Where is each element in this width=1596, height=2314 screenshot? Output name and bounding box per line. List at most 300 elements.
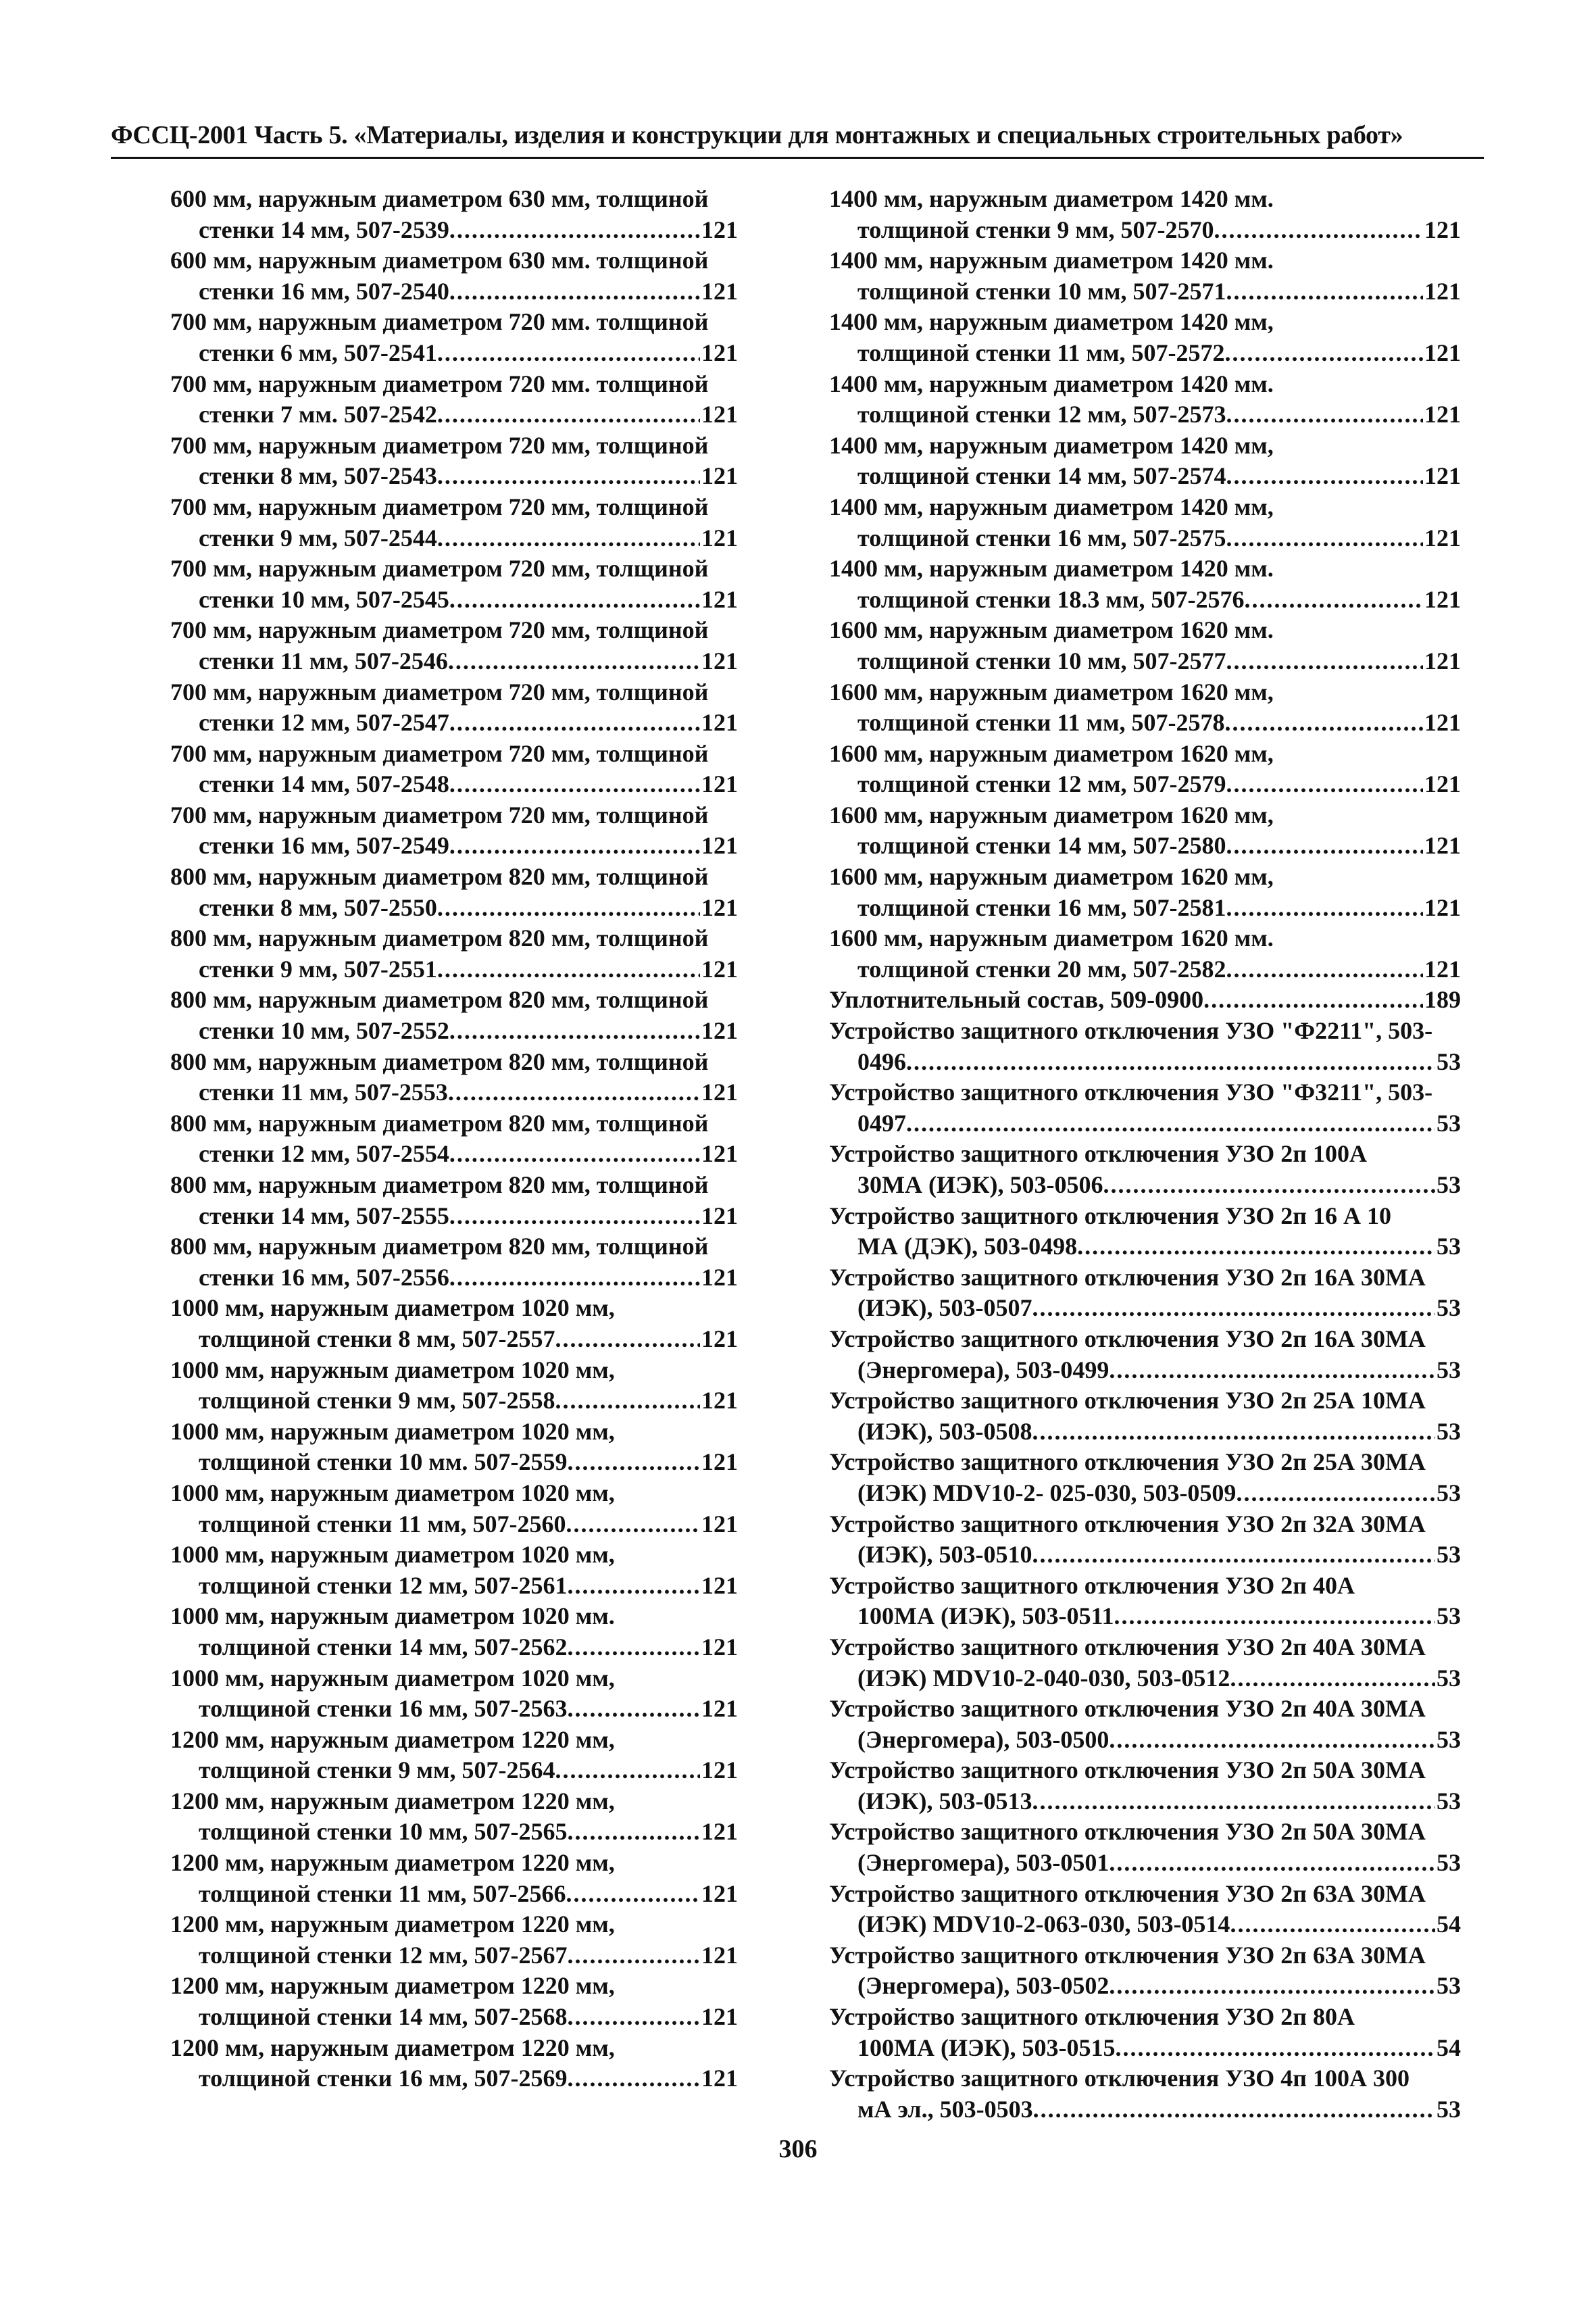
index-entry-page: 121 (701, 709, 738, 737)
index-entry-page: 53 (1437, 1849, 1461, 1877)
index-entry-line1: 1400 мм, наружным диаметром 1420 мм. (829, 247, 1274, 274)
index-entry-page: 121 (701, 1263, 738, 1291)
index-entry-line1: 600 мм, наружным диаметром 630 мм. толщиной (170, 247, 709, 274)
index-entry-text: толщиной стенки 12 мм, 507-2561 (199, 1571, 568, 1599)
index-entry-page: 53 (1437, 1972, 1461, 2000)
index-entry (829, 553, 1461, 615)
index-entry (829, 245, 1461, 307)
index-entry (829, 430, 1461, 492)
index-entry-line1: 1000 мм, наружным диаметром 1020 мм, (170, 1294, 615, 1322)
index-entry (829, 369, 1461, 430)
index-entry-line1: 700 мм, наружным диаметром 720 мм, толщиной (170, 431, 709, 459)
index-entry (829, 1940, 1461, 2002)
index-entry-page: 121 (701, 832, 738, 860)
index-entry-line2 (170, 1324, 738, 1355)
dot-leader (1226, 769, 1423, 800)
index-entry-line2 (829, 1601, 1461, 1632)
dot-leader (437, 461, 700, 492)
index-entry-line1: 1400 мм, наружным диаметром 1420 мм. (829, 555, 1274, 583)
index-entry-line1: 1200 мм, наружным диаметром 1220 мм, (170, 1787, 615, 1815)
dot-leader (449, 769, 700, 800)
index-entry-line1: 800 мм, наружным диаметром 820 мм, толщиной (170, 1109, 709, 1137)
dot-leader (437, 893, 700, 924)
index-entry-line1: 1600 мм, наружным диаметром 1620 мм. (829, 925, 1274, 952)
index-entry-page: 121 (701, 1756, 738, 1784)
index-entry (170, 1417, 738, 1478)
index-entry-text: толщиной стенки 12 мм, 507-2579 (857, 770, 1226, 798)
index-entry-text: толщиной стенки 9 мм, 507-2558 (199, 1387, 555, 1414)
index-entry-page: 121 (701, 401, 738, 428)
index-entry-line2 (829, 1355, 1461, 1386)
index-entry-text: стенки 14 мм, 507-2539 (199, 216, 449, 243)
index-entry-line1: Устройство защитного отключения УЗО 4п 100А 300 (829, 2065, 1410, 2092)
dot-leader (1109, 1725, 1435, 1756)
index-entry-line2 (829, 1417, 1461, 1448)
index-entry (829, 492, 1461, 553)
dot-leader (555, 1324, 700, 1355)
index-entry-page: 121 (701, 893, 738, 921)
index-entry-line1: 1000 мм, наружным диаметром 1020 мм, (170, 1479, 615, 1506)
index-entry (829, 1571, 1461, 1632)
index-entry-line1: Устройство защитного отключения УЗО 2п 63А 30МА (829, 1941, 1426, 1969)
index-entry (170, 1170, 738, 1231)
index-entry-page: 53 (1437, 1233, 1461, 1260)
dot-leader (1226, 276, 1423, 307)
index-entry-line1: Устройство защитного отключения УЗО 2п 100А (829, 1140, 1367, 1168)
index-entry-line2 (170, 1940, 738, 1971)
index-column-left (170, 184, 738, 2094)
index-entry-text: 0496 (857, 1048, 906, 1075)
dot-leader (1103, 1170, 1435, 1201)
dot-leader (566, 1509, 700, 1540)
dot-leader (567, 2002, 700, 2033)
index-entry-line1: 1000 мм, наружным диаметром 1020 мм, (170, 1417, 615, 1445)
index-entry-text: (ИЭК) MDV10-2-040-030, 503-0512 (857, 1664, 1230, 1692)
index-entry-line2 (829, 646, 1461, 677)
dot-leader (449, 1139, 700, 1170)
index-entry (829, 1201, 1461, 1262)
index-entry-page: 121 (701, 2003, 738, 2031)
dot-leader (1032, 1786, 1436, 1817)
index-entry-text: толщиной стенки 10 мм, 507-2571 (857, 277, 1226, 305)
index-entry-page: 121 (701, 955, 738, 983)
index-entry (829, 985, 1461, 1016)
index-entry-text: толщиной стенки 14 мм, 507-2574 (857, 462, 1226, 490)
index-entry-line1: 800 мм, наружным диаметром 820 мм, толщиной (170, 986, 709, 1014)
index-entry-line1: 1400 мм, наружным диаметром 1420 мм, (829, 308, 1274, 336)
index-entry-line1: Устройство защитного отключения УЗО 2п 25А 30МА (829, 1448, 1426, 1476)
index-entry-line2 (170, 1077, 738, 1108)
index-entry (829, 2063, 1461, 2125)
index-entry-line1: 700 мм, наружным диаметром 720 мм, толщиной (170, 739, 709, 767)
index-entry (170, 1601, 738, 1663)
index-entry-text: (ИЭК), 503-0510 (857, 1541, 1032, 1569)
index-entry-text: стенки 9 мм, 507-2544 (199, 524, 437, 551)
index-entry-line1: 700 мм, наружным диаметром 720 мм, толщиной (170, 616, 709, 644)
index-entry-line1: 1200 мм, наружным диаметром 1220 мм, (170, 2034, 615, 2061)
index-entry (829, 1755, 1461, 1817)
index-entry-text: (Энергомера), 503-0500 (857, 1725, 1109, 1753)
index-entry-text: толщиной стенки 14 мм, 507-2562 (199, 1633, 568, 1660)
index-entry-text: (ИЭК), 503-0513 (857, 1787, 1032, 1815)
index-entry-page: 121 (701, 1325, 738, 1352)
index-entry-text: толщиной стенки 16 мм, 507-2575 (857, 524, 1226, 551)
index-entry-text: толщиной стенки 8 мм, 507-2557 (199, 1325, 555, 1352)
index-entry-line1: Устройство защитного отключения УЗО "Ф2211", 503- (829, 1017, 1433, 1045)
index-entry (829, 1385, 1461, 1447)
dot-leader (1109, 1971, 1435, 2002)
index-entry-page: 53 (1437, 1787, 1461, 1815)
index-entry-text: толщиной стенки 18.3 мм, 507-2576 (857, 585, 1245, 613)
index-entry (829, 1324, 1461, 1385)
index-entry (829, 307, 1461, 368)
dot-leader (437, 523, 700, 554)
index-entry-line2 (829, 1786, 1461, 1817)
index-column-right (829, 184, 1461, 2125)
dot-leader (1203, 985, 1423, 1016)
index-entry-line2 (829, 585, 1461, 616)
index-entry (829, 862, 1461, 923)
index-entry (170, 430, 738, 492)
index-entry-line1: 1600 мм, наружным диаметром 1620 мм. (829, 616, 1274, 644)
index-entry-text: 0497 (857, 1109, 906, 1137)
index-entry-text: толщиной стенки 10 мм, 507-2565 (199, 1818, 568, 1846)
index-entry-line1: 700 мм, наружным диаметром 720 мм, толщиной (170, 678, 709, 706)
index-entry-line2 (170, 399, 738, 430)
index-entry-line2 (829, 1478, 1461, 1509)
running-header: ФССЦ-2001 Часть 5. «Материалы, изделия и конструкции для монтажных и специальных строительных работ» (111, 121, 1403, 149)
index-entry-line1: 700 мм, наружным диаметром 720 мм. толщиной (170, 370, 709, 397)
index-entry-text: толщиной стенки 10 мм. 507-2559 (199, 1448, 568, 1476)
index-entry (170, 1909, 738, 1971)
dot-leader (437, 954, 700, 985)
index-entry (170, 677, 738, 739)
index-entry-line1: 800 мм, наружным диаметром 820 мм, толщиной (170, 925, 709, 952)
dot-leader (1077, 1231, 1435, 1262)
index-entry-page: 121 (701, 770, 738, 798)
dot-leader (449, 585, 700, 616)
index-entry-line2 (170, 1694, 738, 1725)
index-entry-line2 (829, 954, 1461, 985)
index-entry (829, 1016, 1461, 1077)
index-entry-page: 121 (1424, 955, 1461, 983)
index-entry-text: 100МА (ИЭК), 503-0515 (857, 2034, 1116, 2061)
index-entry-page: 53 (1437, 1294, 1461, 1322)
dot-leader (906, 1047, 1435, 1078)
index-entry (170, 1663, 738, 1725)
index-entry-line1: 800 мм, наружным диаметром 820 мм, толщиной (170, 1171, 709, 1198)
index-entry-page: 121 (1424, 709, 1461, 737)
index-entry (829, 1447, 1461, 1508)
index-entry-line1: 1200 мм, наружным диаметром 1220 мм, (170, 1911, 615, 1938)
index-entry-page: 189 (1424, 986, 1461, 1014)
dot-leader (1224, 338, 1423, 369)
dot-leader (448, 1077, 700, 1108)
index-entry-page: 121 (1424, 647, 1461, 674)
dot-leader (449, 1262, 700, 1294)
index-entry (170, 1047, 738, 1108)
index-entry-page: 121 (1424, 585, 1461, 613)
index-entry-line2 (170, 215, 738, 246)
index-entry-page: 53 (1437, 2095, 1461, 2123)
index-entry-line2 (829, 708, 1461, 739)
index-entry-text: стенки 7 мм. 507-2542 (199, 401, 437, 428)
index-entry-text: стенки 12 мм, 507-2554 (199, 1140, 449, 1168)
index-entry-text: толщиной стенки 14 мм, 507-2568 (199, 2003, 568, 2031)
index-entry (170, 1355, 738, 1417)
index-entry-line1: Устройство защитного отключения УЗО 2п 16 А 10 (829, 1202, 1391, 1229)
index-entry-line2 (829, 1231, 1461, 1262)
index-entry-line2 (829, 461, 1461, 492)
index-entry-page: 54 (1437, 2034, 1461, 2061)
index-entry-page: 121 (1424, 216, 1461, 243)
index-entry-line1: 700 мм, наружным диаметром 720 мм, толщиной (170, 493, 709, 520)
index-entry-page: 121 (701, 1202, 738, 1229)
index-entry-page: 53 (1437, 1541, 1461, 1569)
dot-leader (567, 1940, 700, 1971)
index-entry (829, 923, 1461, 985)
index-entry-line1: 1000 мм, наружным диаметром 1020 мм, (170, 1356, 615, 1383)
index-entry-line2 (829, 1971, 1461, 2002)
index-entry-page: 53 (1437, 1356, 1461, 1383)
index-entry-text: толщиной стенки 14 мм, 507-2580 (857, 832, 1226, 860)
index-entry (170, 800, 738, 862)
dot-leader (449, 831, 700, 862)
index-entry-text: (ИЭК), 503-0507 (857, 1294, 1032, 1322)
index-entry-page: 121 (701, 1510, 738, 1537)
dot-leader (437, 399, 700, 430)
dot-leader (1109, 1355, 1435, 1386)
index-entry-page: 121 (701, 1387, 738, 1414)
index-entry-text: Уплотнительный состав, 509-0900 (829, 986, 1204, 1014)
index-entry-line1: 800 мм, наружным диаметром 820 мм, толщиной (170, 1233, 709, 1260)
index-entry-line1: 700 мм, наружным диаметром 720 мм, толщиной (170, 555, 709, 583)
dot-leader (1226, 399, 1423, 430)
index-entry (170, 923, 738, 985)
index-entry (170, 1971, 738, 2032)
index-entry-line1: 700 мм, наружным диаметром 720 мм, толщиной (170, 801, 709, 829)
index-entry-line1: Устройство защитного отключения УЗО 2п 40А (829, 1571, 1355, 1599)
dot-leader (1226, 523, 1423, 554)
dot-leader (1226, 893, 1423, 924)
index-entry (829, 1632, 1461, 1694)
index-entry-line2 (829, 1663, 1461, 1694)
index-entry-page: 53 (1437, 1109, 1461, 1137)
index-entry (170, 1231, 738, 1293)
index-entry-page: 53 (1437, 1417, 1461, 1445)
index-entry (170, 492, 738, 553)
index-entry-page: 121 (1424, 462, 1461, 490)
dot-leader (1226, 461, 1423, 492)
index-entry-line2 (829, 831, 1461, 862)
index-entry-line2 (829, 1725, 1461, 1756)
index-entry-line2 (170, 1632, 738, 1663)
index-entry-page: 53 (1437, 1664, 1461, 1692)
index-entry-line2 (829, 399, 1461, 430)
index-entry (170, 1293, 738, 1354)
index-entry-line2 (170, 461, 738, 492)
index-entry-line1: 800 мм, наружным диаметром 820 мм, толщиной (170, 1048, 709, 1075)
index-entry-line2 (170, 1571, 738, 1602)
index-entry-page: 121 (701, 1448, 738, 1476)
index-entry-page: 54 (1437, 1911, 1461, 1938)
index-entry-text: стенки 11 мм, 507-2553 (199, 1079, 448, 1106)
index-entry (829, 615, 1461, 676)
index-entry-line2 (170, 1201, 738, 1232)
index-entry-page: 121 (701, 1818, 738, 1846)
index-entry-line2 (170, 276, 738, 307)
dot-leader (1033, 2094, 1435, 2125)
index-entry-line1: 1000 мм, наружным диаметром 1020 мм. (170, 1602, 615, 1630)
index-entry (170, 1108, 738, 1170)
index-entry-line2 (170, 1139, 738, 1170)
index-entry-line2 (829, 1293, 1461, 1324)
index-entry-page: 53 (1437, 1725, 1461, 1753)
index-entry (829, 184, 1461, 245)
dot-leader (1032, 1540, 1436, 1571)
index-entry-line1: Устройство защитного отключения УЗО "Ф3211", 503- (829, 1079, 1433, 1106)
index-entry-page: 121 (701, 524, 738, 551)
index-entry-line2 (829, 2094, 1461, 2125)
index-entry-page: 121 (701, 1695, 738, 1723)
index-entry-page: 121 (701, 1017, 738, 1045)
index-entry-text: мА эл., 503-0503 (857, 2095, 1033, 2123)
index-entry-line1: Устройство защитного отключения УЗО 2п 16А 30МА (829, 1263, 1426, 1291)
index-entry-text: МА (ДЭК), 503-0498 (857, 1233, 1078, 1260)
index-entry-line2 (170, 1385, 738, 1417)
index-entry-page: 121 (701, 462, 738, 490)
index-entry (170, 1725, 738, 1786)
index-entry-page: 53 (1437, 1048, 1461, 1075)
index-entry-text: (Энергомера), 503-0502 (857, 1972, 1109, 2000)
index-entry-text: стенки 9 мм, 507-2551 (199, 955, 437, 983)
index-entry-line2 (829, 1108, 1461, 1139)
index-entry-text: (ИЭК) MDV10-2- 025-030, 503-0509 (857, 1479, 1237, 1506)
index-entry-line1: 1600 мм, наружным диаметром 1620 мм, (829, 739, 1274, 767)
dot-leader (1109, 1848, 1435, 1879)
index-entry (170, 1540, 738, 1601)
dot-leader (1236, 1478, 1435, 1509)
index-entry-line2 (170, 1755, 738, 1786)
index-entry-text: толщиной стенки 11 мм, 507-2566 (199, 1879, 566, 1907)
index-entry (829, 1694, 1461, 1755)
index-entry-line1: Устройство защитного отключения УЗО 2п 25А 10МА (829, 1387, 1426, 1414)
index-entry-text: толщиной стенки 12 мм, 507-2567 (199, 1941, 568, 1969)
index-entry-line1: Устройство защитного отключения УЗО 2п 40А 30МА (829, 1633, 1426, 1660)
index-entry-line2 (170, 1262, 738, 1294)
index-entry-page: 121 (701, 1079, 738, 1106)
index-entry (170, 369, 738, 430)
index-entry-text: стенки 16 мм, 507-2549 (199, 832, 449, 860)
index-entry-page: 53 (1437, 1602, 1461, 1630)
index-entry-page: 121 (701, 277, 738, 305)
index-entry-page: 53 (1437, 1171, 1461, 1198)
index-entry-line1: 1200 мм, наружным диаметром 1220 мм, (170, 1972, 615, 2000)
index-entry-page: 121 (701, 647, 738, 674)
index-entry-text: толщиной стенки 16 мм, 507-2563 (199, 1695, 568, 1723)
index-entry-line2 (170, 954, 738, 985)
dot-leader (449, 1201, 700, 1232)
index-entry-line1: 1400 мм, наружным диаметром 1420 мм, (829, 493, 1274, 520)
dot-leader (437, 338, 700, 369)
index-entry-page: 121 (1424, 893, 1461, 921)
index-entry (829, 1817, 1461, 1878)
index-entry-page: 121 (701, 1941, 738, 1969)
index-entry-text: толщиной стенки 9 мм, 507-2564 (199, 1756, 555, 1784)
index-entry-page: 121 (701, 1633, 738, 1660)
dot-leader (567, 1817, 700, 1848)
index-entry (829, 1077, 1461, 1139)
index-entry-text: (Энергомера), 503-0499 (857, 1356, 1109, 1383)
index-entry-text: толщиной стенки 10 мм, 507-2577 (857, 647, 1226, 674)
dot-leader (1230, 1663, 1435, 1694)
index-entry-line2 (170, 708, 738, 739)
index-entry-line1: 1400 мм, наружным диаметром 1420 мм. (829, 370, 1274, 397)
index-entry-page: 121 (701, 339, 738, 366)
index-entry-line (829, 985, 1461, 1016)
index-entry-text: стенки 14 мм, 507-2548 (199, 770, 449, 798)
dot-leader (448, 646, 700, 677)
dot-leader (449, 276, 700, 307)
index-entry (170, 2033, 738, 2094)
index-entry-line1: 600 мм, наружным диаметром 630 мм, толщиной (170, 185, 709, 212)
index-entry-line2 (829, 893, 1461, 924)
index-entry (829, 1139, 1461, 1200)
index-entry-page: 121 (701, 585, 738, 613)
dot-leader (1224, 708, 1423, 739)
index-entry-text: стенки 11 мм, 507-2546 (199, 647, 448, 674)
index-entry-text: 100МА (ИЭК), 503-0511 (857, 1602, 1114, 1630)
index-entry-line1: 1200 мм, наружным диаметром 1220 мм, (170, 1849, 615, 1877)
index-entry-line1: 1600 мм, наружным диаметром 1620 мм, (829, 678, 1274, 706)
index-entry-line1: 1000 мм, наружным диаметром 1020 мм, (170, 1541, 615, 1569)
index-entry-line2 (170, 893, 738, 924)
dot-leader (567, 1632, 700, 1663)
index-entry-text: толщиной стенки 9 мм, 507-2570 (857, 216, 1214, 243)
index-entry-line2 (829, 338, 1461, 369)
index-entry-text: стенки 12 мм, 507-2547 (199, 709, 449, 737)
index-entry (170, 1848, 738, 1909)
index-entry-line1: 800 мм, наружным диаметром 820 мм, толщиной (170, 863, 709, 891)
index-entry-line1: Устройство защитного отключения УЗО 2п 32А 30МА (829, 1510, 1426, 1537)
dot-leader (1244, 585, 1423, 616)
index-entry-line1: 1600 мм, наружным диаметром 1620 мм, (829, 863, 1274, 891)
index-entry-page: 121 (1424, 832, 1461, 860)
index-entry-text: (Энергомера), 503-0501 (857, 1849, 1109, 1877)
dot-leader (567, 2063, 700, 2094)
dot-leader (449, 215, 700, 246)
index-entry-text: толщиной стенки 11 мм, 507-2572 (857, 339, 1225, 366)
index-entry (170, 1478, 738, 1540)
index-entry-line2 (170, 769, 738, 800)
dot-leader (1214, 215, 1423, 246)
index-entry-line2 (829, 1047, 1461, 1078)
index-entry-text: 30МА (ИЭК), 503-0506 (857, 1171, 1103, 1198)
index-entry-page: 121 (1424, 770, 1461, 798)
index-entry-text: стенки 10 мм, 507-2552 (199, 1017, 449, 1045)
index-entry-text: (ИЭК), 503-0508 (857, 1417, 1032, 1445)
index-entry-text: толщиной стенки 20 мм, 507-2582 (857, 955, 1226, 983)
index-entry-text: стенки 8 мм, 507-2543 (199, 462, 437, 490)
index-entry-line2 (829, 215, 1461, 246)
dot-leader (567, 1694, 700, 1725)
index-entry (170, 862, 738, 923)
index-entry (170, 553, 738, 615)
index-entry-line2 (170, 585, 738, 616)
index-entry-line2 (829, 523, 1461, 554)
index-entry-text: стенки 8 мм, 507-2550 (199, 893, 437, 921)
index-entry (170, 307, 738, 368)
